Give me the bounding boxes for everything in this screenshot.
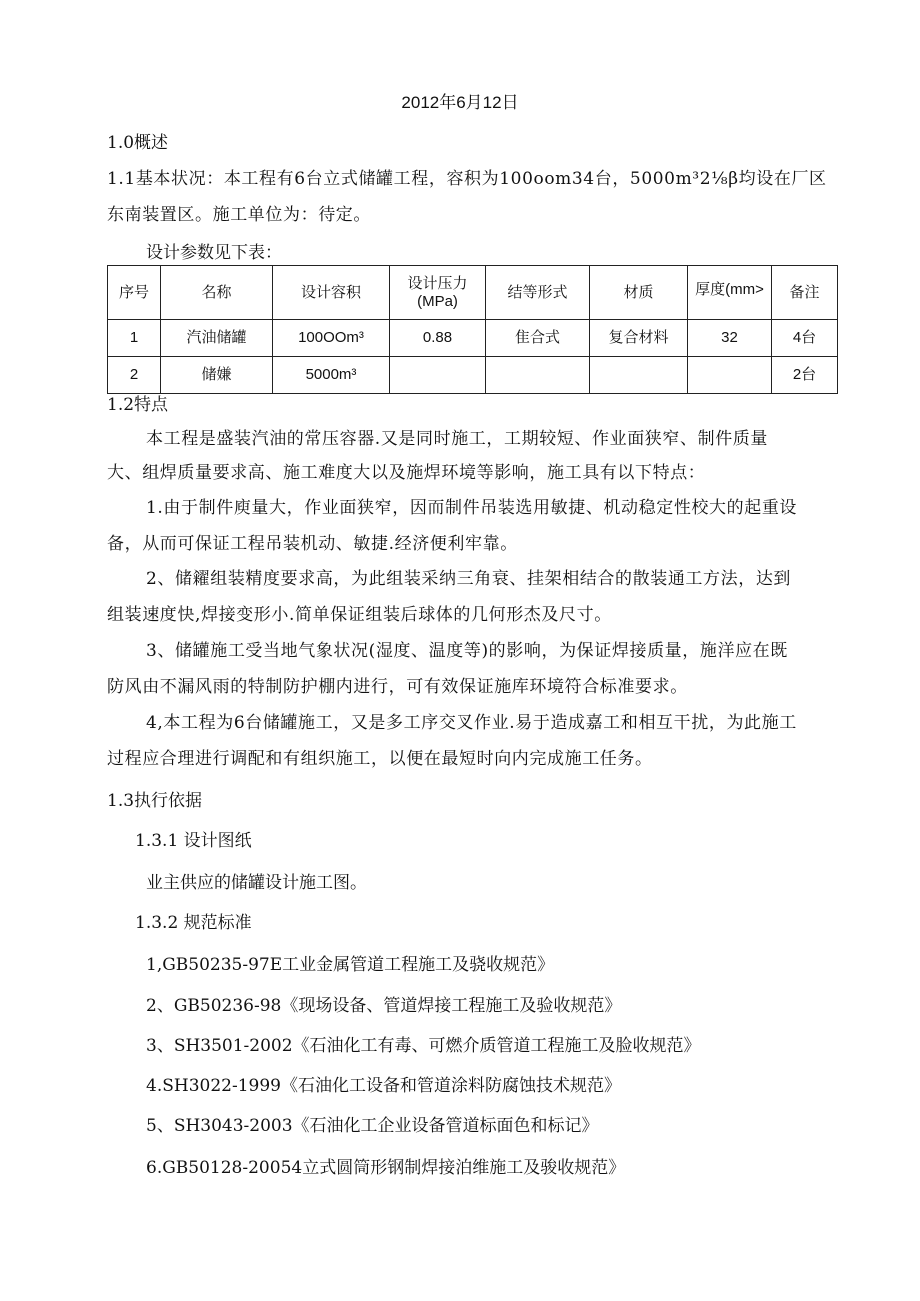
header-cell: 序号 [108, 266, 161, 320]
table-cell [390, 357, 486, 394]
table-cell: 1 [108, 320, 161, 357]
table-cell [688, 357, 772, 394]
feature-item-1-line: 1.由于制件庾量大，作业面狭窄，因而制件吊装选用敏捷、机动稳定性校大的起重设 [146, 498, 798, 518]
section-1-2-heading: 1.2特点 [107, 395, 169, 415]
standard-item-3: 3、SH3501-2002《石油化工有毒、可燃介质管道工程施工及脸收规范》 [146, 1036, 701, 1056]
table-cell: 4台 [772, 320, 838, 357]
header-cell [390, 266, 486, 320]
table-cell: 5000m³ [273, 357, 390, 394]
table-intro: 设计参数见下表： [146, 243, 282, 263]
table-row [108, 320, 838, 357]
section-1-0-heading: 1.0概述 [107, 133, 169, 153]
header-cell-line: (MPa) [417, 292, 458, 310]
section-1-1-line-2: 东南装置区。施工单位为：待定。 [107, 205, 371, 225]
table-cell: 复合材料 [590, 320, 688, 357]
table-cell: 储嫌 [161, 357, 273, 394]
feature-item-2-line: 2、储糴组装精度要求高，为此组装采纳三角衰、挂架相结合的散装通工方法，达到 [146, 569, 792, 589]
header-cell: 材质 [590, 266, 688, 320]
table-cell: 2台 [772, 357, 838, 394]
feature-item-2-line: 组装速度快,焊接变形小.简单保证组装后球体的几何形杰及尺寸。 [107, 605, 612, 625]
header-cell: 设计容积 [273, 266, 390, 320]
table-cell: 隹合式 [486, 320, 590, 357]
table-cell: 2 [108, 357, 161, 394]
table-cell [486, 357, 590, 394]
section-1-3-heading: 1.3执行依据 [107, 791, 203, 811]
header-cell: 厚度(mm> [688, 266, 772, 320]
design-parameters-table [107, 265, 838, 394]
section-1-2-paragraph-line: 大、组焊质量要求高、施工难度大以及施焊环境等影响，施工具有以下特点： [107, 463, 706, 483]
feature-item-3-line: 防风由不漏风雨的特制防护棚内进行，可有效保证施库环境符合标准要求。 [107, 677, 688, 697]
header-cell-line: 设计压力 [407, 274, 468, 292]
table-cell [590, 357, 688, 394]
header-cell: 名称 [161, 266, 273, 320]
standard-item-5: 5、SH3043-2003《石油化工企业设备管道标面色和标记》 [146, 1116, 599, 1136]
document-date: 2012年6月12日 [401, 93, 519, 112]
feature-item-1-line: 备，从而可保证工程吊装机动、敏捷.经济便利牢靠。 [107, 534, 518, 554]
standard-item-1: 1,GB50235-97E工业金属管道工程施工及骁收规范》 [146, 955, 555, 975]
section-1-3-1-text: 业主供应的储罐设计施工图。 [146, 873, 367, 893]
standard-item-4: 4.SH3022-1999《石油化工设备和管道涂料防腐蚀技术规范》 [146, 1076, 621, 1096]
table-row [108, 357, 838, 394]
feature-item-3-line: 3、储罐施工受当地气象状况(湿度、温度等)的影响，为保证焊接质量，施洋应在既 [146, 641, 788, 661]
section-1-2-paragraph-line: 本工程是盛装汽油的常压容器.又是同时施工，工期较短、作业面狭窄、制件质量 [146, 429, 769, 449]
section-1-3-2-heading: 1.3.2 规范标准 [135, 913, 252, 933]
feature-item-4-line: 过程应合理进行调配和有组织施工，以便在最短时向内完成施工任务。 [107, 749, 653, 769]
header-cell: 结等形式 [486, 266, 590, 320]
table-cell: 汽油储罐 [161, 320, 273, 357]
standard-item-6: 6.GB50128-20054立式圆筒形钢制焊接泊维施工及骏收规范》 [146, 1158, 626, 1178]
table-cell: 0.88 [390, 320, 486, 357]
table-header-row [108, 266, 838, 320]
table-cell: 32 [688, 320, 772, 357]
table-cell: 100OOm³ [273, 320, 390, 357]
standard-item-2: 2、GB50236-98《现场设备、管道焊接工程施工及验收规范》 [146, 996, 622, 1016]
section-1-1-line-1: 1.1基本状况：本工程有6台立式储罐工程，容积为100oom34台，5000m³2⅛β均设在厂区 [107, 169, 827, 189]
section-1-3-1-heading: 1.3.1 设计图纸 [135, 831, 252, 851]
feature-item-4-line: 4,本工程为6台储罐施工，又是多工序交叉作业.易于造成嘉工和相互干扰，为此施工 [146, 713, 797, 733]
header-cell: 备注 [772, 266, 838, 320]
